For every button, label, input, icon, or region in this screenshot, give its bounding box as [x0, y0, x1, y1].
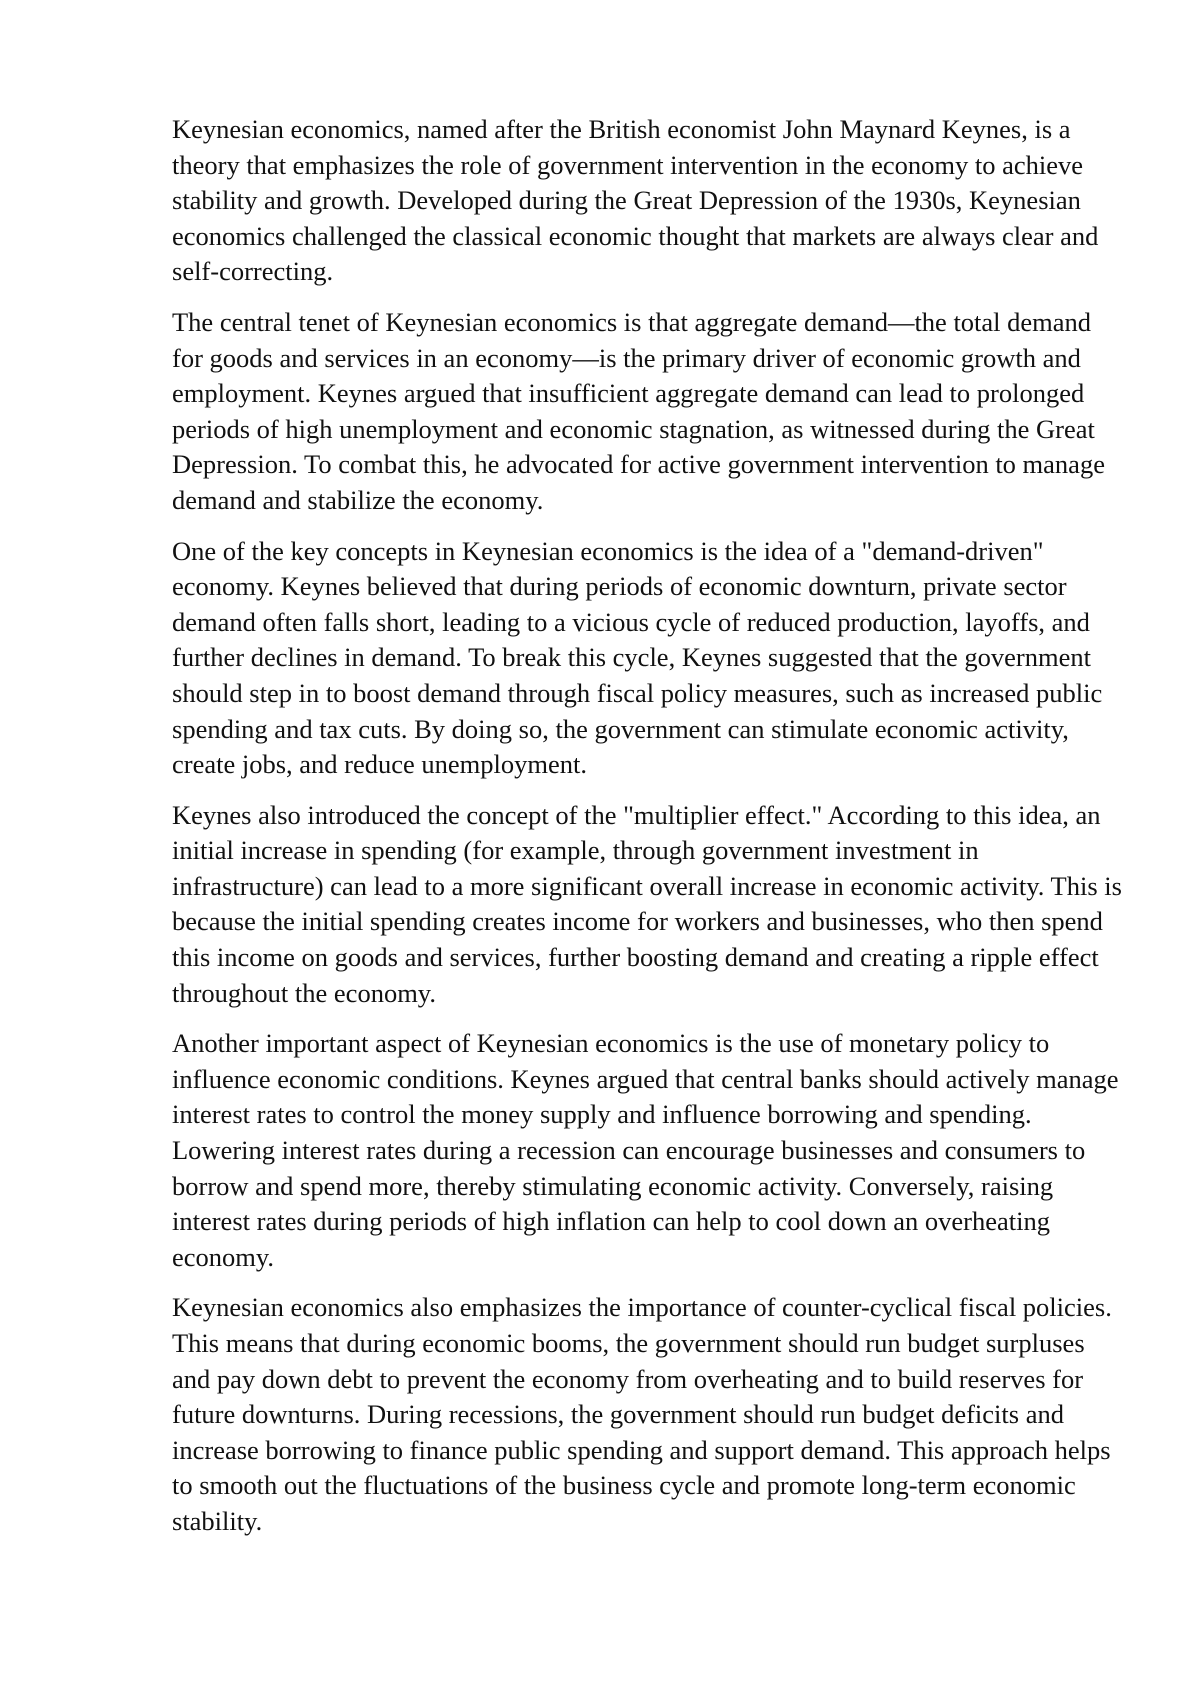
document-body [172, 112, 1128, 1555]
paragraph-1: Keynesian economics, named after the British economist John Maynard Keynes, is a theory that emphasizes the role of government intervention in the economy to achieve stability and growth. Developed during the Great Depression of the 1930s, Keynesian economics challenged the classical economic thought that markets are always clear and self-correcting. [172, 114, 1099, 287]
paragraph-2: The central tenet of Keynesian economics is that aggregate demand—the total demand for goods and services in an economy—is the primary driver of economic growth and employment. Keynes argued that insufficient aggregate demand can lead to prolonged periods of high unemployment and economic stagnation, as witnessed during the Great Depression. To combat this, he advocated for active government intervention to manage demand and stabilize the economy. [172, 306, 1105, 515]
paragraph-4: Keynes also introduced the concept of the "multiplier effect." According to this idea, an initial increase in spending (for example, through government investment in infrastructure) can lead to a more significant overall increase in economic activity. This is because the initial spending creates income for workers and businesses, who then spend this income on goods and services, further boosting demand and creating a ripple effect throughout the economy. [172, 799, 1122, 1008]
paragraph-5: Another important aspect of Keynesian economics is the use of monetary policy to influence economic conditions. Keynes argued that central banks should actively manage interest rates to control the money supply and influence borrowing and spending. Lowering interest rates during a recession can encourage businesses and consumers to borrow and spend more, thereby stimulating economic activity. Conversely, raising interest rates during periods of high inflation can help to cool down an overheating economy. [172, 1028, 1119, 1272]
paragraph-6: Keynesian economics also emphasizes the importance of counter-cyclical fiscal policies. This means that during economic booms, the government should run budget surpluses and pay down debt to prevent the economy from overheating and to build reserves for future downturns. During recessions, the government should run budget deficits and increase borrowing to finance public spending and support demand. This approach helps to smooth out the fluctuations of the business cycle and promote long-term economic stability. [172, 1292, 1112, 1536]
paragraph-3: One of the key concepts in Keynesian economics is the idea of a "demand-driven" economy. Keynes believed that during periods of economic downturn, private sector demand often falls short, leading to a vicious cycle of reduced production, layoffs, and further declines in demand. To break this cycle, Keynes suggested that the government should step in to boost demand through fiscal policy measures, such as increased public spending and tax cuts. By doing so, the government can stimulate economic activity, create jobs, and reduce unemployment. [172, 535, 1103, 780]
